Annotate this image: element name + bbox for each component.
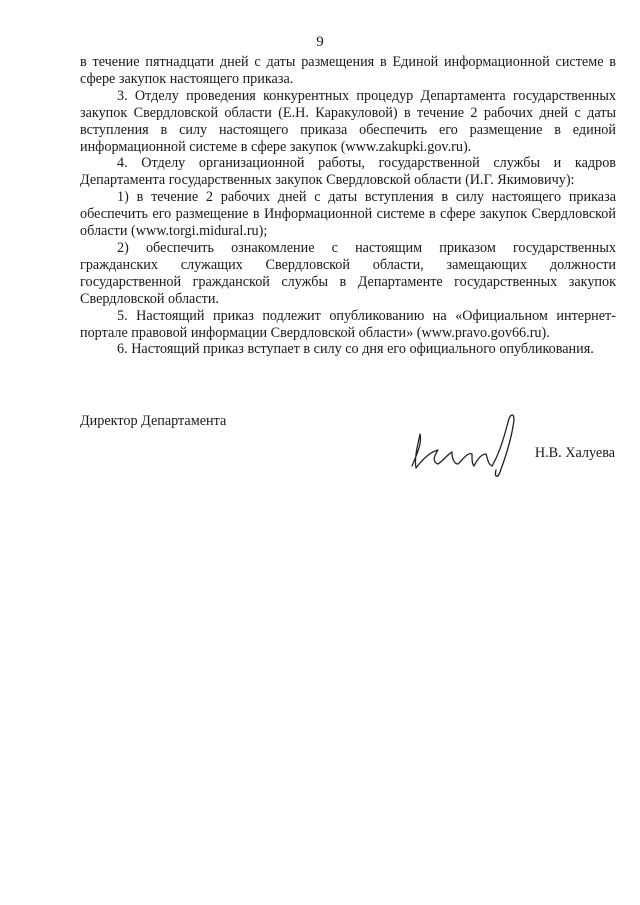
- signatory-name: Н.В. Халуева: [534, 445, 615, 461]
- document-body: [80, 54, 616, 358]
- handwritten-signature: [408, 408, 526, 480]
- paragraph-item-4-1: 1) в течение 2 рабочих дней с даты вступления в силу настоящего приказа обеспечить его размещение в Информационной системе в сфере закупок Свердловской области (www.torgi.midural.ru);: [80, 189, 616, 240]
- paragraph-item-5: 5. Настоящий приказ подлежит опубликованию на «Официальном интернет-портале правовой информации Свердловской области» (www.pravo.gov66.ru).: [80, 307, 616, 341]
- signatory-title: Директор Департамента: [80, 413, 227, 429]
- paragraph-item-6: 6. Настоящий приказ вступает в силу со дня его официального опубликования.: [117, 341, 594, 358]
- paragraph-continuation: в течение пятнадцати дней с даты размещения в Единой информационной системе в сфере закупок настоящего приказа.: [80, 54, 616, 87]
- paragraph-item-4-2: 2) обеспечить ознакомление с настоящим приказом государственных гражданских служащих Свердловской области, замещающих должности государственной гражданской службы в Департаменте государственных закупок Свердловской области.: [80, 239, 616, 307]
- paragraph-item-4: 4. Отделу организационной работы, государственной службы и кадров Департамента государственных закупок Свердловской области (И.Г. Якимовичу):: [80, 155, 616, 189]
- page-number: 9: [316, 34, 324, 50]
- paragraph-item-3: 3. Отделу проведения конкурентных процедур Департамента государственных закупок Свердловской области (Е.Н. Каракуловой) в течение 2 рабочих дней с даты вступления в силу настоящего приказа обеспечить его размещение в единой информационной системе в сфере закупок (www.zakupki.gov.ru).: [80, 87, 616, 155]
